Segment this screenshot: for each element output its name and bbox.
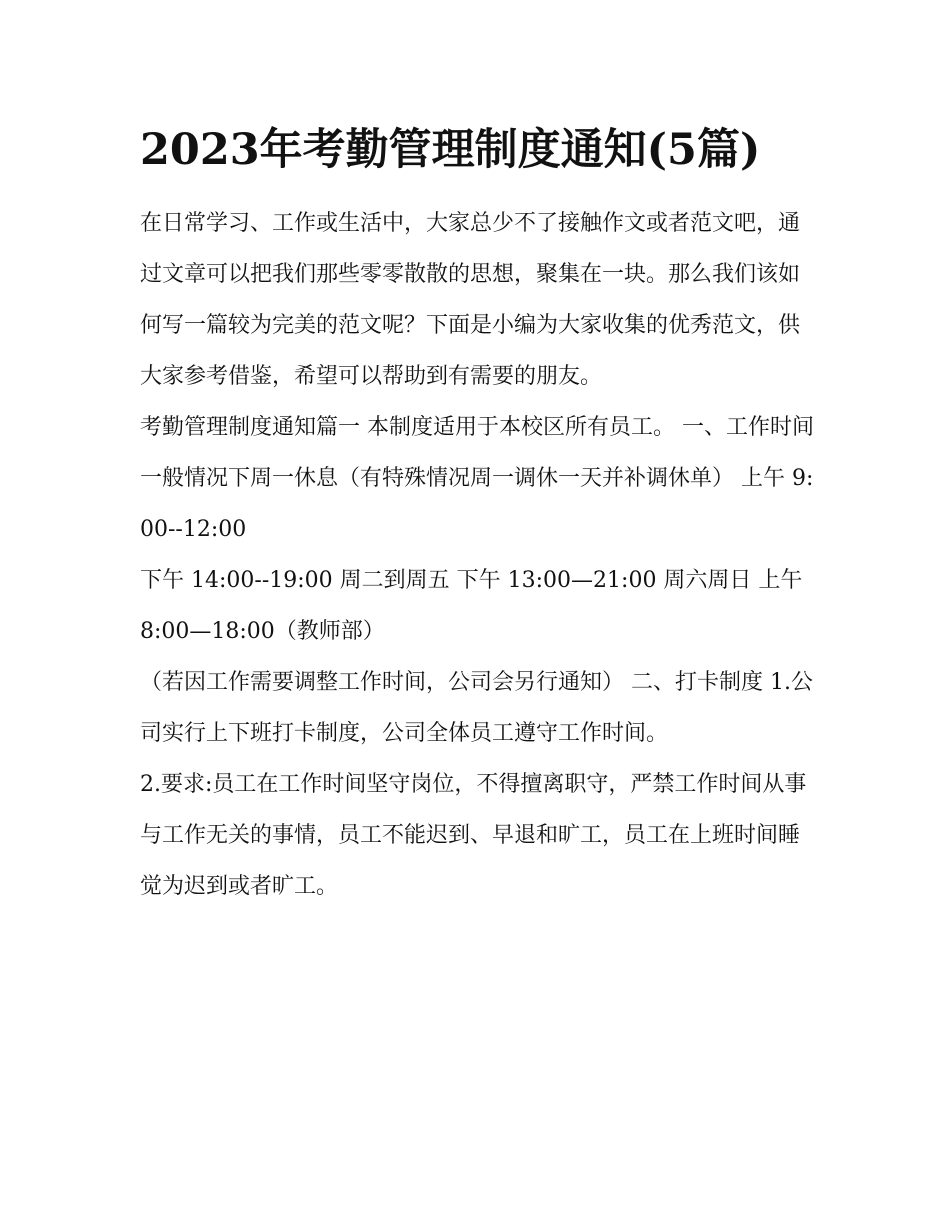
- scope-and-hours-paragraph: 考勤管理制度通知篇一 本制度适用于本校区所有员工。 一、工作时间 一般情况下周一休息（有特殊情况周一调休一天并补调休单） 上午 9:00--12:00: [140, 415, 814, 542]
- schedule-paragraph: 下午 14:00--19:00 周二到周五 下午 13:00—21:00 周六周日 上午 8:00—18:00（教师部）: [140, 568, 803, 644]
- document-title: 2023年考勤管理制度通知(5篇): [140, 125, 761, 175]
- intro-paragraph: 在日常学习、工作或生活中，大家总少不了接触作文或者范文吧，通过文章可以把我们那些零零散散的思想，聚集在一块。那么我们该如何写一篇较为完美的范文呢？下面是小编为大家收集的优秀范文，供大家参考借鉴，希望可以帮助到有需要的朋友。: [140, 211, 801, 389]
- document-body: [140, 112, 815, 912]
- clock-in-paragraph: （若因工作需要调整工作时间，公司会另行通知） 二、打卡制度 1.公司实行上下班打卡制度，公司全体员工遵守工作时间。: [140, 670, 813, 746]
- requirements-paragraph: 2.要求:员工在工作时间坚守岗位，不得擅离职守，严禁工作时间从事与工作无关的事情，员工不能迟到、早退和旷工，员工在上班时间睡觉为迟到或者旷工。: [140, 772, 807, 899]
